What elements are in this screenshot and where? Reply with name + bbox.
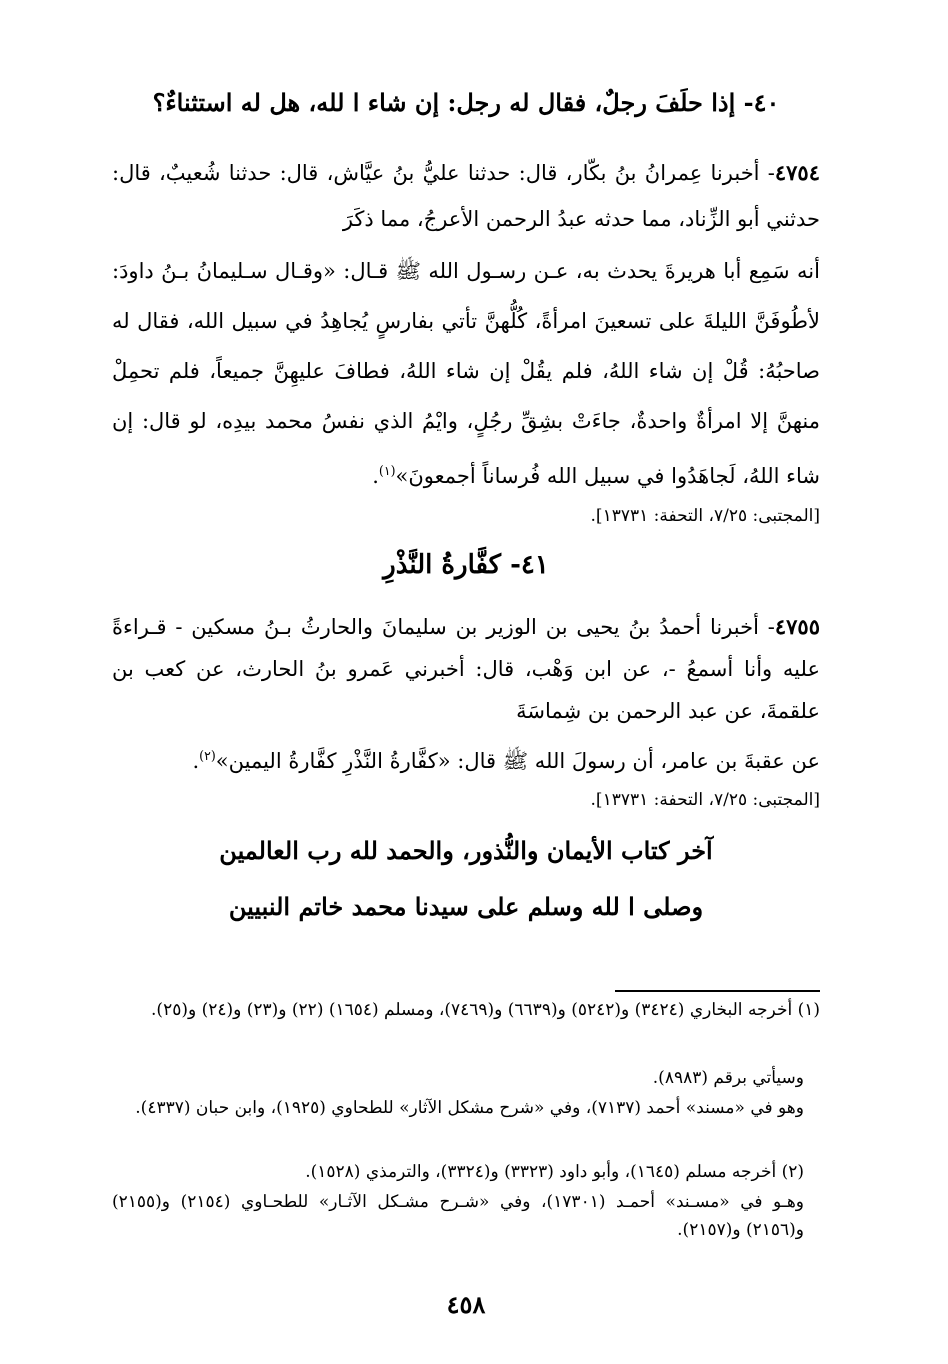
hadith-4754-isnad-text: - أخبرنا عِمرانُ بنُ بكّار، قال: حدثنا عليُّ بنُ عيَّاش، قال: حدثنا شُعيبٌ، قال: حدثني أبو الزِّناد، مما حدثه عبدُ الرحمن الأعرجُ، مما ذكَرَ	[112, 161, 820, 231]
hadith-4755-isnad-text: - أخبرنا أحمدُ بنُ يحيى بن الوزير بن سليمانَ والحارثُ بـنُ مسكين - قـراءةً عليه وأنا أسمعُ -، عن ابن وَهْب، قال: أخبرني عَمرو بنُ الحارث، عن كعب بن علقمةَ، عن عبد الرحمن بن شِماسَةَ	[112, 615, 820, 723]
footnote-1c: وهو في «مسند» أحمد (٧١٣٧)، وفي «شرح مشكل الآثار» للطحاوي (١٩٢٥)، وابن حبان (٤٣٣٧).	[135, 1098, 804, 1118]
chapter-heading-41: ٤١- كفَّارةُ النَّذْرِ	[383, 550, 549, 580]
footnote-ref-1: (١)	[378, 463, 396, 478]
hadith-4755-isnad	[112, 606, 820, 732]
hadith-4755-matn: عن عقبةَ بن عامر، أن رسولَ الله ﷺ قال: «كفَّارةُ النَّذْرِ كفَّارةُ اليمين»$^{(٢)}$.	[192, 748, 820, 773]
closing-line-1: آخر كتاب الأيمان والنُّذور، والحمد لله رب العالمين	[219, 836, 713, 865]
footnote-1b: وسيأتي برقم (٨٩٨٣).	[652, 1068, 804, 1088]
hadith-4754-matn: أنه سَمِع أبا هريرةَ يحدث به، عـن رسـول الله ﷺ قـال: «وقـال سـليمانُ بـنُ داودَ: لأطُوفَنَّ الليلةَ على تسعينَ امرأةً، كُلُّهنَّ تأتي بفارسٍ يُجاهِدُ في سبيل الله، فقال له صاحبُهُ: قُلْ إن شاء اللهُ، فلم يقُلْ إن شاء اللهُ، فطافَ عليهِنَّ جميعاً، فلم تحمِلْ منهنَّ إلا امرأةٌ واحدةٌ، جاءَتْ بشِقِّ رجُلٍ، وايْمُ الذي نفسُ محمد بيدِه، لو قال: إن شاء اللهُ، لَجاهَدُوا في سبيل الله فُرساناً أجمعونَ»$^{(١)}$.	[112, 259, 820, 488]
footnote-separator	[615, 990, 820, 992]
hadith-4754-isnad	[112, 150, 820, 242]
hadith-4755-reference: [المجتبى: ٧/٢٥، التحفة: ١٣٧٣١].	[590, 790, 820, 810]
closing-line-2: وصلى ا لله وسلم على سيدنا محمد خاتم النبيين	[228, 892, 704, 921]
footnote-2b: وهـو في «مسـند» أحمـد (١٧٣٠١)، وفي «شـرح مشـكل الآثـار» للطحـاوي (٢١٥٤) و(٢١٥٥) و(٢١٥٦) و(٢١٥٧).	[112, 1192, 804, 1240]
hadith-number-4755: ٤٧٥٥	[774, 614, 820, 639]
hadith-4754-matn-text: أنه سَمِع أبا هريرةَ يحدث به، عـن رسـول الله ﷺ قـال: «وقـال سـليمانُ بـنُ داودَ: لأطُوفَنَّ الليلةَ على تسعينَ امرأةً، كُلُّهنَّ تأتي بفارسٍ يُجاهِدُ في سبيل الله، فقال له صاحبُهُ: قُلْ إن شاء اللهُ، فلم يقُلْ إن شاء اللهُ، فطافَ عليهِنَّ جميعاً، فلم تحمِلْ منهنَّ إلا امرأةٌ واحدةٌ، جاءَتْ بشِقِّ رجُلٍ، وايْمُ الذي نفسُ محمد بيدِه، لو قال: إن شاء اللهُ، لَجاهَدُوا في سبيل الله فُرساناً أجمعونَ»	[112, 259, 820, 488]
chapter-heading-40: ٤٠- إذا حلَفَ رجلٌ، فقال له رجل: إن شاء ا لله، هل له استثناءٌ؟	[152, 88, 780, 117]
footnote-ref-2: (٢)	[199, 748, 216, 763]
book-page	[112, 0, 820, 1364]
page-number: ٤٥٨	[446, 1290, 486, 1319]
footnote-2a: (٢) أخرجه مسلم (١٦٤٥)، وأبو داود (٣٣٢٣) و(٣٣٢٤)، والترمذي (١٥٢٨).	[305, 1162, 804, 1182]
hadith-4754-reference: [المجتبى: ٧/٢٥، التحفة: ١٣٧٣١].	[590, 506, 820, 526]
footnote-1a: (١) أخرجه البخاري (٣٤٢٤) و(٥٢٤٢) و(٦٦٣٩) و(٧٤٦٩)، ومسلم (١٦٥٤) (٢٢) و(٢٣) و(٢٤) و(٢٥).	[151, 1000, 820, 1020]
hadith-number-4754: ٤٧٥٤	[774, 160, 820, 185]
hadith-4755-matn-text: عن عقبةَ بن عامر، أن رسولَ الله ﷺ قال: «كفَّارةُ النَّذْرِ كفَّارةُ اليمين»	[215, 749, 820, 773]
